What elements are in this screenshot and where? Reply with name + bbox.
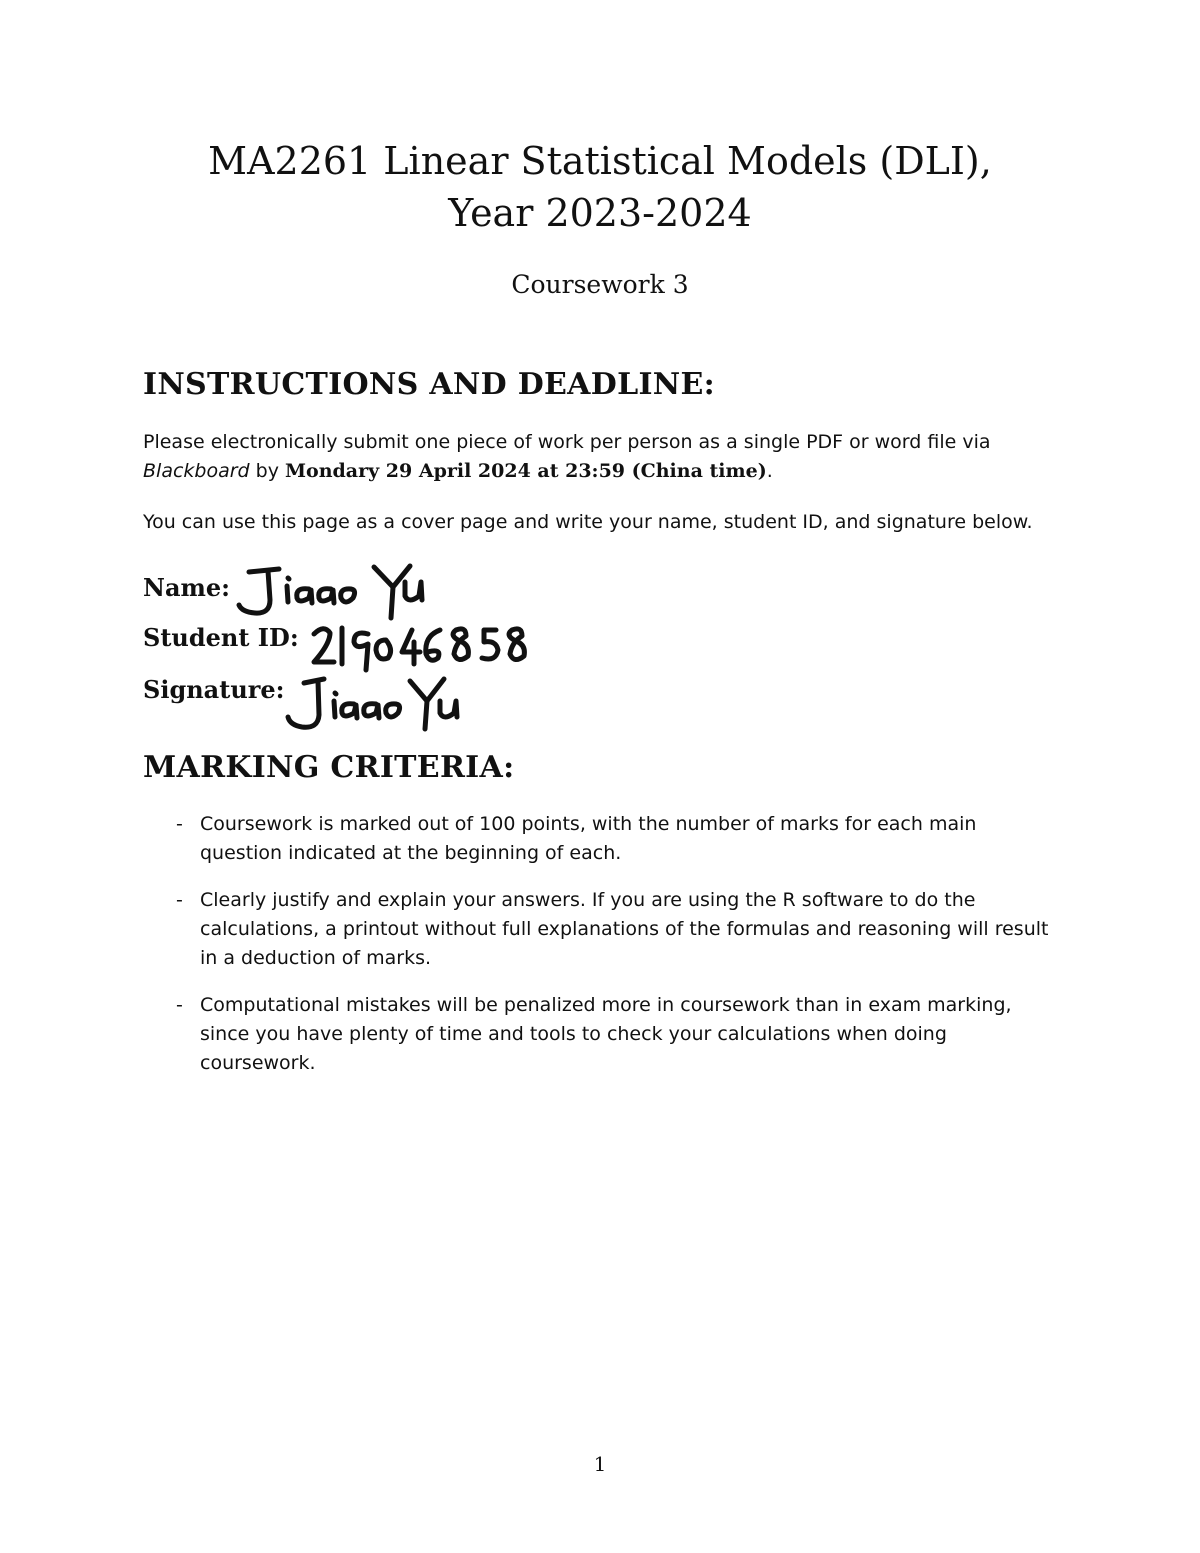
list-bullet: - xyxy=(176,813,183,835)
name-label: Name: xyxy=(143,573,231,602)
criteria-text: Coursework is marked out of 100 points, with the number of marks for each main question indicated at the beginning of each. xyxy=(200,813,977,864)
by-text: by xyxy=(249,460,285,482)
instructions-heading: INSTRUCTIONS AND DEADLINE: xyxy=(143,367,716,402)
signature-label: Signature: xyxy=(143,675,285,704)
submission-instructions xyxy=(143,428,1061,486)
student-id-label: Student ID: xyxy=(143,623,299,652)
deadline-period: . xyxy=(766,460,773,482)
marking-criteria-list xyxy=(176,810,1061,1096)
list-bullet: - xyxy=(176,994,183,1016)
marking-criteria-heading: MARKING CRITERIA: xyxy=(143,750,515,785)
handwritten-signature xyxy=(282,673,472,735)
cover-page-instructions: You can use this page as a cover page and write your name, student ID, and signature below. xyxy=(143,511,1033,533)
handwritten-student-id xyxy=(308,622,528,670)
list-bullet: - xyxy=(176,889,183,911)
submission-text: Please electronically submit one piece of work per person as a single PDF or word file via xyxy=(143,431,991,453)
list-item xyxy=(176,886,1061,973)
document-title-line2: Year 2023-2024 xyxy=(448,191,752,235)
list-item xyxy=(176,810,1061,868)
handwritten-name xyxy=(233,562,433,624)
page-number: 1 xyxy=(593,1452,607,1476)
list-item xyxy=(176,991,1061,1078)
criteria-text: Computational mistakes will be penalized more in coursework than in exam marking, since you have plenty of time and tools to check your calculations when doing coursework. xyxy=(200,994,1012,1074)
deadline-text: Mondary 29 April 2024 at 23:59 (China time) xyxy=(285,460,767,482)
criteria-text: Clearly justify and explain your answers. If you are using the R software to do the calculations, a printout without full explanations of the formulas and reasoning will result in a deduction of marks. xyxy=(200,889,1049,969)
platform-name: Blackboard xyxy=(143,460,250,482)
document-title-line1: MA2261 Linear Statistical Models (DLI), xyxy=(208,139,992,183)
coursework-subtitle: Coursework 3 xyxy=(511,270,689,299)
